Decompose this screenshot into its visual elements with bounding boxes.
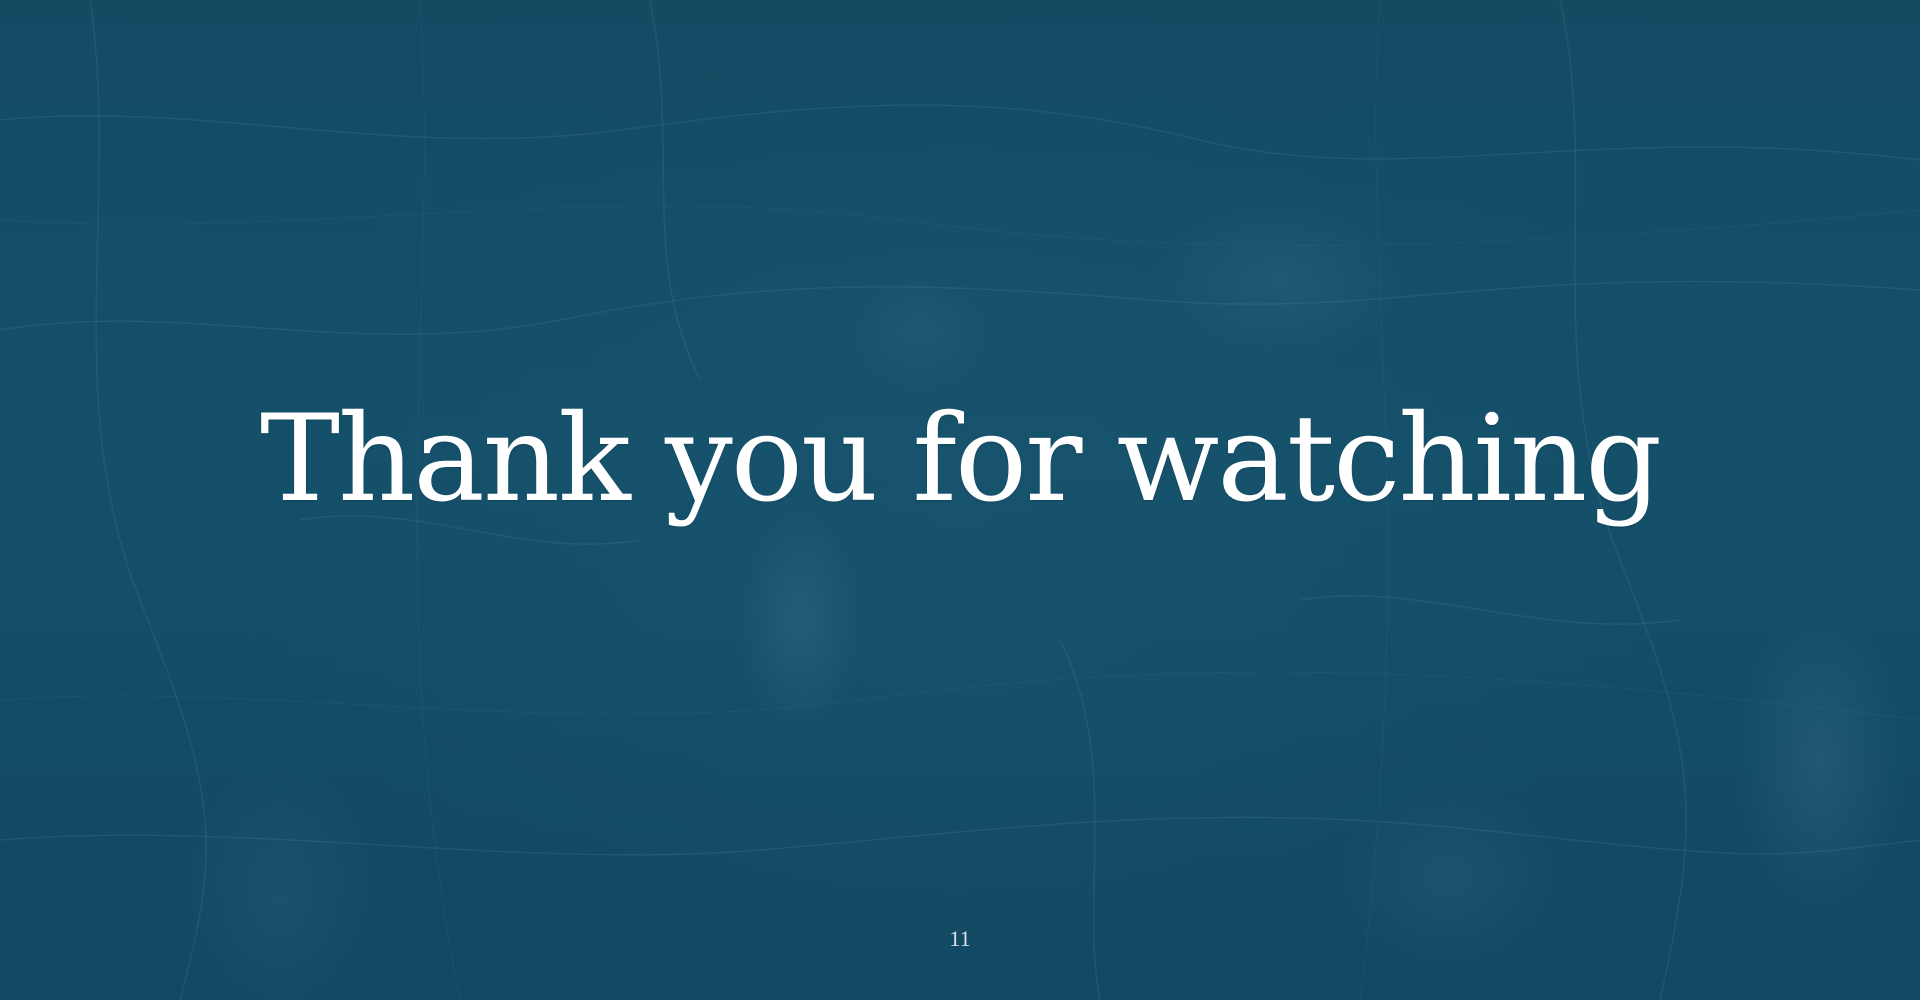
- slide-page-number: 11: [949, 926, 971, 951]
- slide-title: Thank you for watching: [259, 390, 1661, 529]
